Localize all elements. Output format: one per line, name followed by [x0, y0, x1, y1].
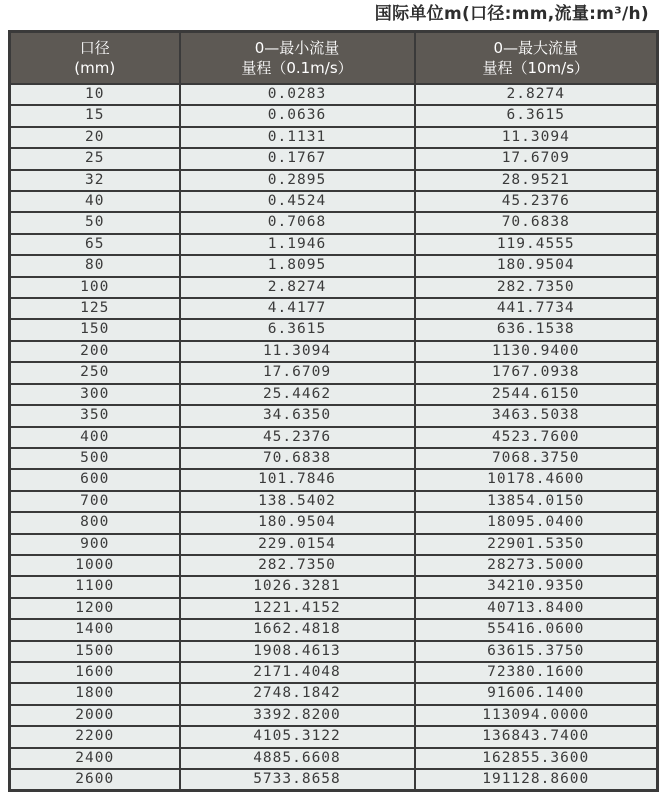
cell-min-flow: 180.9504: [180, 512, 415, 533]
cell-max-flow: 1767.0938: [415, 362, 658, 383]
cell-max-flow: 119.4555: [415, 234, 658, 255]
cell-diameter: 20: [10, 127, 180, 148]
cell-min-flow: 6.3615: [180, 319, 415, 340]
table-row: [10, 191, 658, 212]
cell-diameter: 32: [10, 170, 180, 191]
col-header-min-flow-line1: 0—最小流量: [254, 38, 340, 57]
cell-min-flow: 4.4177: [180, 298, 415, 319]
table-row: [10, 84, 658, 105]
cell-diameter: 25: [10, 148, 180, 169]
cell-min-flow: 229.0154: [180, 534, 415, 555]
table-row: [10, 448, 658, 469]
cell-max-flow: 10178.4600: [415, 469, 658, 490]
cell-diameter: 1600: [10, 662, 180, 683]
cell-min-flow: 2.8274: [180, 277, 415, 298]
cell-max-flow: 28273.5000: [415, 555, 658, 576]
cell-min-flow: 25.4462: [180, 384, 415, 405]
table-row: [10, 341, 658, 362]
cell-max-flow: 7068.3750: [415, 448, 658, 469]
cell-min-flow: 17.6709: [180, 362, 415, 383]
cell-diameter: 300: [10, 384, 180, 405]
cell-diameter: 350: [10, 405, 180, 426]
cell-max-flow: 91606.1400: [415, 683, 658, 704]
cell-min-flow: 11.3094: [180, 341, 415, 362]
col-header-min-flow-line2: 量程（0.1m/s）: [241, 59, 353, 77]
cell-max-flow: 2.8274: [415, 84, 658, 105]
cell-min-flow: 138.5402: [180, 491, 415, 512]
cell-max-flow: 3463.5038: [415, 405, 658, 426]
flow-range-table: [8, 30, 659, 792]
cell-diameter: 1100: [10, 576, 180, 597]
table-row: [10, 212, 658, 233]
table-row: [10, 748, 658, 769]
cell-diameter: 1000: [10, 555, 180, 576]
col-header-min-flow: [180, 32, 415, 85]
cell-min-flow: 0.7068: [180, 212, 415, 233]
cell-min-flow: 1221.4152: [180, 598, 415, 619]
cell-min-flow: 2171.4048: [180, 662, 415, 683]
cell-max-flow: 34210.9350: [415, 576, 658, 597]
table-row: [10, 662, 658, 683]
table-row: [10, 255, 658, 276]
table-row: [10, 427, 658, 448]
table-row: [10, 298, 658, 319]
cell-diameter: 1800: [10, 683, 180, 704]
table-row: [10, 555, 658, 576]
cell-diameter: 700: [10, 491, 180, 512]
header-row: [10, 32, 658, 85]
cell-max-flow: 17.6709: [415, 148, 658, 169]
cell-max-flow: 45.2376: [415, 191, 658, 212]
cell-diameter: 2600: [10, 769, 180, 791]
cell-diameter: 15: [10, 105, 180, 126]
cell-min-flow: 0.1131: [180, 127, 415, 148]
col-header-max-flow-line1: 0—最大流量: [493, 38, 579, 57]
cell-max-flow: 55416.0600: [415, 619, 658, 640]
table-row: [10, 512, 658, 533]
cell-min-flow: 4885.6608: [180, 748, 415, 769]
cell-max-flow: 13854.0150: [415, 491, 658, 512]
table-row: [10, 384, 658, 405]
cell-max-flow: 113094.0000: [415, 705, 658, 726]
table-row: [10, 105, 658, 126]
cell-max-flow: 6.3615: [415, 105, 658, 126]
table-row: [10, 405, 658, 426]
cell-min-flow: 1026.3281: [180, 576, 415, 597]
table-row: [10, 491, 658, 512]
cell-max-flow: 2544.6150: [415, 384, 658, 405]
cell-min-flow: 282.7350: [180, 555, 415, 576]
table-row: [10, 598, 658, 619]
cell-max-flow: 40713.8400: [415, 598, 658, 619]
cell-diameter: 125: [10, 298, 180, 319]
cell-max-flow: 282.7350: [415, 277, 658, 298]
table-body: [10, 84, 658, 791]
cell-max-flow: 191128.8600: [415, 769, 658, 791]
cell-diameter: 200: [10, 341, 180, 362]
cell-max-flow: 28.9521: [415, 170, 658, 191]
cell-diameter: 1200: [10, 598, 180, 619]
cell-max-flow: 22901.5350: [415, 534, 658, 555]
cell-diameter: 40: [10, 191, 180, 212]
col-header-max-flow: [415, 32, 658, 85]
table-row: [10, 705, 658, 726]
cell-diameter: 1500: [10, 641, 180, 662]
cell-min-flow: 1.8095: [180, 255, 415, 276]
col-header-diameter-line1: 口径: [79, 38, 110, 57]
cell-diameter: 2000: [10, 705, 180, 726]
table-header: [10, 32, 658, 85]
table-row: [10, 619, 658, 640]
cell-max-flow: 72380.1600: [415, 662, 658, 683]
cell-min-flow: 2748.1842: [180, 683, 415, 704]
cell-min-flow: 1.1946: [180, 234, 415, 255]
cell-min-flow: 1662.4818: [180, 619, 415, 640]
cell-diameter: 100: [10, 277, 180, 298]
cell-min-flow: 101.7846: [180, 469, 415, 490]
cell-max-flow: 70.6838: [415, 212, 658, 233]
cell-min-flow: 0.1767: [180, 148, 415, 169]
cell-diameter: 10: [10, 84, 180, 105]
cell-diameter: 900: [10, 534, 180, 555]
cell-min-flow: 0.0636: [180, 105, 415, 126]
cell-min-flow: 5733.8658: [180, 769, 415, 791]
cell-max-flow: 11.3094: [415, 127, 658, 148]
table-row: [10, 641, 658, 662]
cell-min-flow: 45.2376: [180, 427, 415, 448]
cell-min-flow: 70.6838: [180, 448, 415, 469]
col-header-diameter-line2: (mm): [74, 59, 116, 77]
cell-diameter: 65: [10, 234, 180, 255]
table-row: [10, 769, 658, 791]
table-row: [10, 576, 658, 597]
cell-diameter: 600: [10, 469, 180, 490]
cell-max-flow: 162855.3600: [415, 748, 658, 769]
cell-diameter: 1400: [10, 619, 180, 640]
cell-diameter: 250: [10, 362, 180, 383]
cell-diameter: 50: [10, 212, 180, 233]
cell-diameter: 2200: [10, 726, 180, 747]
cell-min-flow: 34.6350: [180, 405, 415, 426]
cell-min-flow: 0.2895: [180, 170, 415, 191]
table-row: [10, 319, 658, 340]
col-header-max-flow-line2: 量程（10m/s）: [482, 59, 590, 77]
table-row: [10, 362, 658, 383]
table-row: [10, 170, 658, 191]
cell-diameter: 80: [10, 255, 180, 276]
cell-diameter: 400: [10, 427, 180, 448]
cell-diameter: 800: [10, 512, 180, 533]
cell-max-flow: 1130.9400: [415, 341, 658, 362]
table-row: [10, 534, 658, 555]
page-title: 国际单位m(口径:mm,流量:m³/h): [374, 4, 649, 24]
col-header-diameter: [10, 32, 180, 85]
cell-max-flow: 4523.7600: [415, 427, 658, 448]
cell-diameter: 150: [10, 319, 180, 340]
table-row: [10, 277, 658, 298]
table-row: [10, 127, 658, 148]
table-row: [10, 234, 658, 255]
cell-max-flow: 63615.3750: [415, 641, 658, 662]
cell-min-flow: 4105.3122: [180, 726, 415, 747]
cell-min-flow: 0.4524: [180, 191, 415, 212]
cell-diameter: 2400: [10, 748, 180, 769]
cell-max-flow: 636.1538: [415, 319, 658, 340]
cell-diameter: 500: [10, 448, 180, 469]
cell-min-flow: 0.0283: [180, 84, 415, 105]
cell-max-flow: 136843.7400: [415, 726, 658, 747]
table-row: [10, 148, 658, 169]
table-row: [10, 683, 658, 704]
cell-max-flow: 441.7734: [415, 298, 658, 319]
table-row: [10, 726, 658, 747]
cell-min-flow: 3392.8200: [180, 705, 415, 726]
table-row: [10, 469, 658, 490]
cell-max-flow: 180.9504: [415, 255, 658, 276]
cell-min-flow: 1908.4613: [180, 641, 415, 662]
cell-max-flow: 18095.0400: [415, 512, 658, 533]
